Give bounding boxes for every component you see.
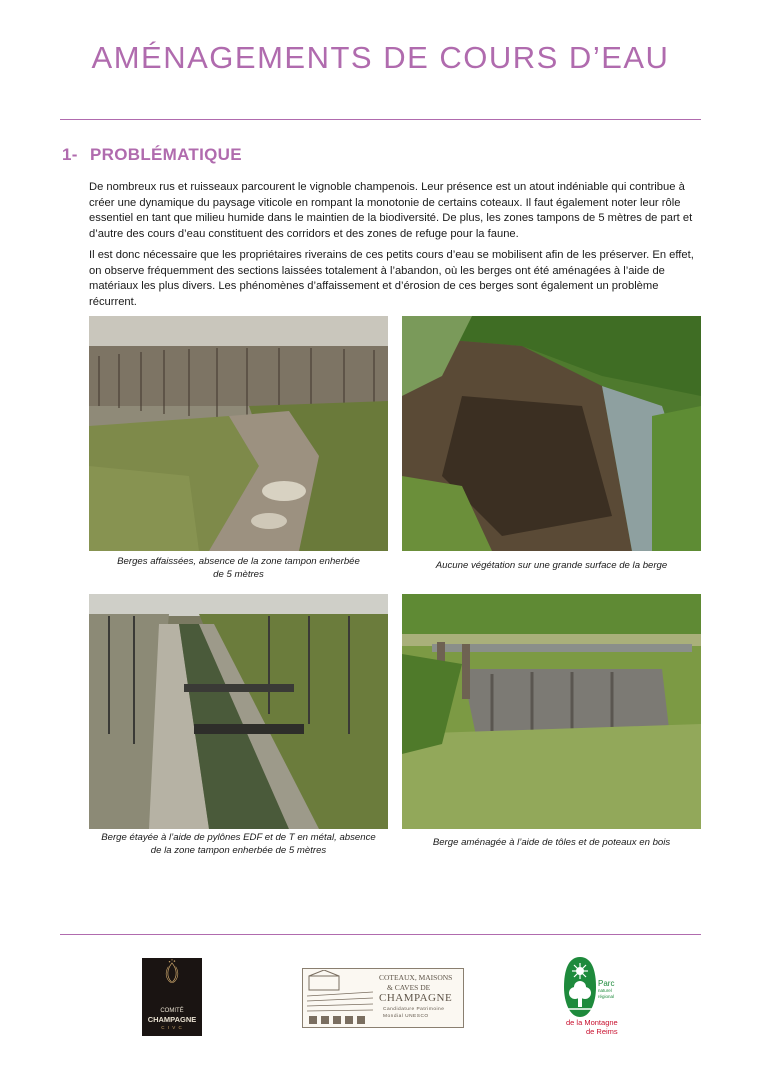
section-number: 1- — [62, 145, 78, 164]
photo-sheet-metal-bank — [402, 594, 701, 829]
comite-champagne-logo — [142, 958, 202, 1036]
page-title: AMÉNAGEMENTS DE COURS D’EAU — [91, 40, 670, 75]
photo-caption — [89, 556, 388, 581]
logo-text: de Reims — [586, 1027, 618, 1036]
caption-line: Berge étayée à l’aide de pylônes EDF et de T en métal, absence — [101, 832, 376, 843]
photo-collapsed-banks — [89, 316, 388, 551]
bottom-divider — [60, 934, 701, 935]
photo-caption — [82, 832, 395, 857]
logo-text: CHAMPAGNE — [147, 1015, 197, 1024]
paragraph-1: De nombreux rus et ruisseaux parcourent le vignoble champenois. Leur présence est un atout indéniable qui contribue à créer une dynamique du paysage viticole en rompant la monotonie de certains coteaux. Il faut également noter leur rôle essentiel en tant que milieu humide dans le maintien de la biodiversité. De plus, les zones tampons de 5 mètres de part et d’autre des cours d’eau constituent des corridors et des zones de refuge pour la faune. — [89, 181, 693, 240]
section-heading — [62, 145, 242, 165]
logo-text: naturel — [598, 988, 612, 993]
caption-line: Berge aménagée à l’aide de tôles et de poteaux en bois — [432, 837, 671, 848]
caption-line: Aucune végétation sur une grande surface de la berge — [435, 560, 668, 571]
logo-text: C I V C — [161, 1025, 183, 1030]
logo-text: régional — [598, 994, 615, 999]
photo-concrete-channel — [89, 594, 388, 829]
logo-text: CHAMPAGNE — [379, 992, 453, 1004]
logo-text: Candidature Patrimoine — [383, 1007, 445, 1012]
caption-line: de la zone tampon enherbée de 5 mètres — [150, 844, 327, 856]
photo-caption — [402, 560, 701, 573]
section-title: PROBLÉMATIQUE — [90, 145, 242, 164]
parc-montagne-reims-logo — [560, 957, 626, 1039]
paragraph-2: Il est donc nécessaire que les propriétaires riverains de ces petits cours d’eau se mobilisent afin de les préserver. En effet, on observe fréquemment des sections laissées totalement à l’abandon, où les berges ont été aménagées à l’aide de matériaux les plus divers. Les phénomènes d’affaissement et d’érosion de ces berges sont également un problème récurrent. — [89, 249, 694, 308]
logo-text: Mondial UNESCO — [383, 1014, 429, 1019]
logo-text: de la Montagne — [566, 1018, 618, 1027]
logo-text: & CAVES DE — [387, 983, 431, 992]
logo-text: Parc — [598, 979, 615, 988]
caption-line: de 5 mètres — [213, 568, 264, 580]
coteaux-champagne-logo — [302, 968, 464, 1028]
top-divider — [60, 119, 701, 120]
photo-bare-bank — [402, 316, 701, 551]
logo-text: COMITÉ — [160, 1008, 184, 1014]
caption-line: Berges affaissées, absence de la zone tampon enherbée — [117, 556, 360, 567]
logo-text: COTEAUX, MAISONS — [379, 973, 453, 982]
photo-caption — [402, 837, 701, 850]
